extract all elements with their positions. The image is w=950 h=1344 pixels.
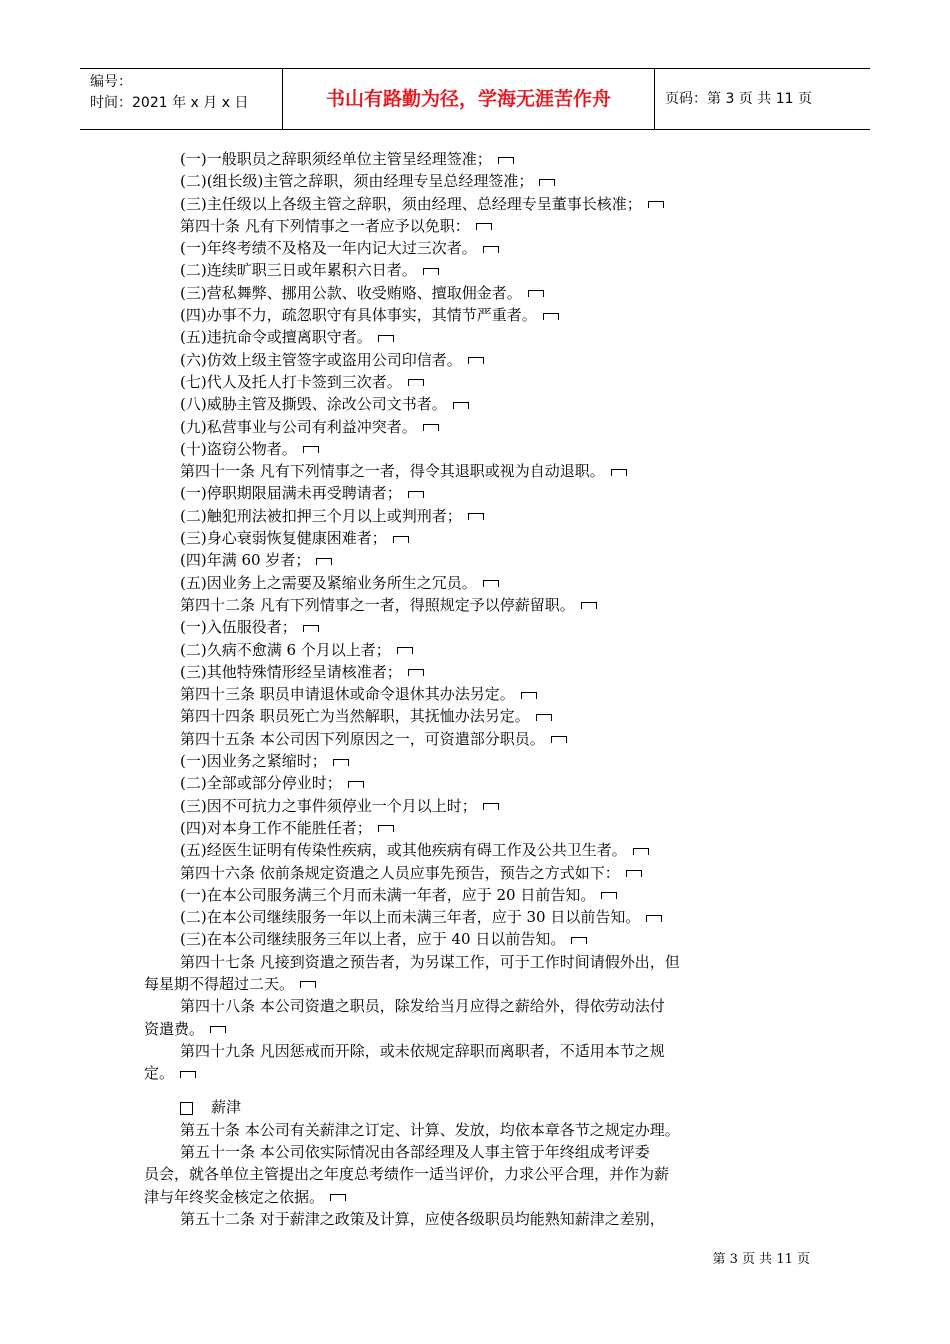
wrapped-article-rest: 资遣费。	[144, 1018, 810, 1040]
wrapped-article-first: 第四十七条 凡接到资遣之预告者，为另谋工作，可于工作时间请假外出，但	[180, 952, 680, 971]
paragraph-mark-icon	[483, 580, 499, 587]
paragraph-mark-icon	[646, 915, 662, 922]
text-line: (五)经医生证明有传染性疾病，或其他疾病有碍工作及公共卫生者。	[180, 839, 810, 861]
text-line: 第四十五条 本公司因下列原因之一，可资遣部分职员。	[180, 728, 810, 750]
text-line: (八)威胁主管及撕毁、涂改公司文书者。	[180, 393, 810, 415]
text-line: (三)因不可抗力之事件须停业一个月以上时；	[180, 795, 810, 817]
paragraph-mark-icon	[633, 848, 649, 855]
paragraph-mark-icon	[303, 625, 319, 632]
text-line: (四)年满 60 岁者；	[180, 549, 810, 571]
text-line: 第四十一条 凡有下列情事之一者，得令其退职或视为自动退职。	[180, 460, 810, 482]
text-line: (二)连续旷职三日或年累积六日者。	[180, 259, 810, 281]
paragraph-mark-icon	[408, 491, 424, 498]
document-body	[144, 148, 810, 1230]
text-line: (九)私营事业与公司有利益冲突者。	[180, 416, 810, 438]
paragraph-mark-icon	[601, 892, 617, 899]
paragraph-mark-icon	[571, 937, 587, 944]
text-line: (三)身心衰弱恢复健康困难者；	[180, 527, 810, 549]
text-line: 第四十六条 依前条规定资遣之人员应事先预告，预告之方式如下：	[180, 862, 810, 884]
text-line: (二)触犯刑法被扣押三个月以上或判刑者；	[180, 505, 810, 527]
text-line: (二)(组长级)主管之辞职，须由经理专呈总经理签准；	[180, 170, 810, 192]
header-page-number: 页码：第 3 页 共 11 页	[665, 91, 812, 107]
text-line: 第四十条 凡有下列情事之一者应予以免职：	[180, 215, 810, 237]
text-line: (二)在本公司继续服务一年以上而未满三年者，应于 30 日以前告知。	[180, 906, 810, 928]
article-50: 第五十条 本公司有关薪津之订定、计算、发放，均依本章各节之规定办理。	[180, 1120, 680, 1139]
paragraph-mark-icon	[551, 736, 567, 743]
text-line: (五)违抗命令或擅离职守者。	[180, 326, 810, 348]
paragraph-mark-icon	[528, 290, 544, 297]
section-heading: 薪津	[180, 1096, 810, 1118]
checkbox-icon	[180, 1102, 193, 1115]
text-line: (一)在本公司服务满三个月而未满一年者，应于 20 日前告知。	[180, 884, 810, 906]
paragraph-mark-icon	[483, 803, 499, 810]
doc-time-label: 时间：2021 年 x 月 x 日	[90, 95, 249, 111]
paragraph-mark-icon	[316, 558, 332, 565]
paragraph-mark-icon	[581, 602, 597, 609]
paragraph-mark-icon	[476, 223, 492, 230]
paragraph-mark-icon	[468, 513, 484, 520]
paragraph-mark-icon	[536, 714, 552, 721]
page-footer: 第 3 页 共 11 页	[712, 1252, 810, 1267]
text-line: 第四十二条 凡有下列情事之一者，得照规定予以停薪留职。	[180, 594, 810, 616]
paragraph-mark-icon	[521, 692, 537, 699]
paragraph-mark-icon	[378, 825, 394, 832]
wrapped-articles	[144, 951, 810, 1085]
text-line: (一)年终考绩不及格及一年内记大过三次者。	[180, 237, 810, 259]
paragraph-mark-icon	[210, 1026, 226, 1033]
paragraph-mark-icon	[423, 268, 439, 275]
paragraph-mark-icon	[423, 424, 439, 431]
text-line: 第四十四条 职员死亡为当然解职，其抚恤办法另定。	[180, 705, 810, 727]
paragraph-mark-icon	[626, 870, 642, 877]
article-51-cont2: 津与年终奖金核定之依据。	[144, 1186, 810, 1208]
text-line: (四)办事不力，疏忽职守有具体事实，其情节严重者。	[180, 304, 810, 326]
page-header	[80, 68, 870, 130]
text-line: 第四十三条 职员申请退休或命令退休其办法另定。	[180, 683, 810, 705]
paragraph-mark-icon	[300, 981, 316, 988]
paragraph-mark-icon	[378, 335, 394, 342]
article-51: 第五十一条 本公司依实际情况由各部经理及人事主管于年终组成考评委	[180, 1143, 650, 1162]
wrapped-article-rest: 每星期不得超过二天。	[144, 973, 810, 995]
text-line: (七)代人及托人打卡签到三次者。	[180, 371, 810, 393]
doc-number-label: 编号：	[90, 74, 132, 90]
paragraph-mark-icon	[393, 536, 409, 543]
paragraph-mark-icon	[348, 781, 364, 788]
text-line: (四)对本身工作不能胜任者；	[180, 817, 810, 839]
paragraph-mark-icon	[543, 313, 559, 320]
paragraph-mark-icon	[397, 647, 413, 654]
text-line: (三)其他特殊情形经呈请核准者；	[180, 661, 810, 683]
paragraph-mark-icon	[539, 179, 555, 186]
paragraph-mark-icon	[648, 201, 664, 208]
paragraph-mark-icon	[611, 469, 627, 476]
paragraph-mark-icon	[453, 402, 469, 409]
text-line: (三)营私舞弊、挪用公款、收受贿赂、擅取佣金者。	[180, 282, 810, 304]
wrapped-article-rest: 定。	[144, 1062, 810, 1084]
article-52: 第五十二条 对于薪津之政策及计算，应使各级职员均能熟知薪津之差别，	[180, 1209, 665, 1228]
text-line: (五)因业务上之需要及紧缩业务所生之冗员。	[180, 572, 810, 594]
paragraph-mark-icon	[330, 1194, 346, 1201]
article-51-cont: 员会，就各单位主管提出之年度总考绩作一适当评价，力求公平合理，并作为薪	[144, 1165, 670, 1184]
paragraph-mark-icon	[468, 357, 484, 364]
paragraph-mark-icon	[408, 379, 424, 386]
text-line: (一)入伍服役者；	[180, 616, 810, 638]
text-line: (一)因业务之紧缩时；	[180, 750, 810, 772]
paragraph-mark-icon	[483, 246, 499, 253]
text-line: (三)主任级以上各级主管之辞职，须由经理、总经理专呈董事长核准；	[180, 193, 810, 215]
wrapped-article-first: 第四十八条 本公司资遣之职员，除发给当月应得之薪给外，得依劳动法付	[180, 997, 665, 1016]
paragraph-mark-icon	[498, 157, 514, 164]
text-line: (六)仿效上级主管签字或盗用公司印信者。	[180, 349, 810, 371]
wrapped-article-first: 第四十九条 凡因惩戒而开除，或未依规定辞职而离职者，不适用本节之规	[180, 1041, 665, 1060]
paragraph-mark-icon	[333, 759, 349, 766]
text-line: (二)久病不愈满 6 个月以上者；	[180, 639, 810, 661]
article-lines	[180, 148, 810, 951]
paragraph-mark-icon	[303, 446, 319, 453]
text-line: (一)停职期限届满未再受聘请者；	[180, 482, 810, 504]
text-line: (十)盗窃公物者。	[180, 438, 810, 460]
text-line: (一)一般职员之辞职须经单位主管呈经理签准；	[180, 148, 810, 170]
paragraph-mark-icon	[408, 669, 424, 676]
paragraph-mark-icon	[180, 1071, 196, 1078]
header-meta	[80, 69, 283, 129]
text-line: (二)全部或部分停业时；	[180, 772, 810, 794]
header-motto: 书山有路勤为径，学海无涯苦作舟	[283, 69, 655, 129]
text-line: (三)在本公司继续服务三年以上者，应于 40 日以前告知。	[180, 928, 810, 950]
